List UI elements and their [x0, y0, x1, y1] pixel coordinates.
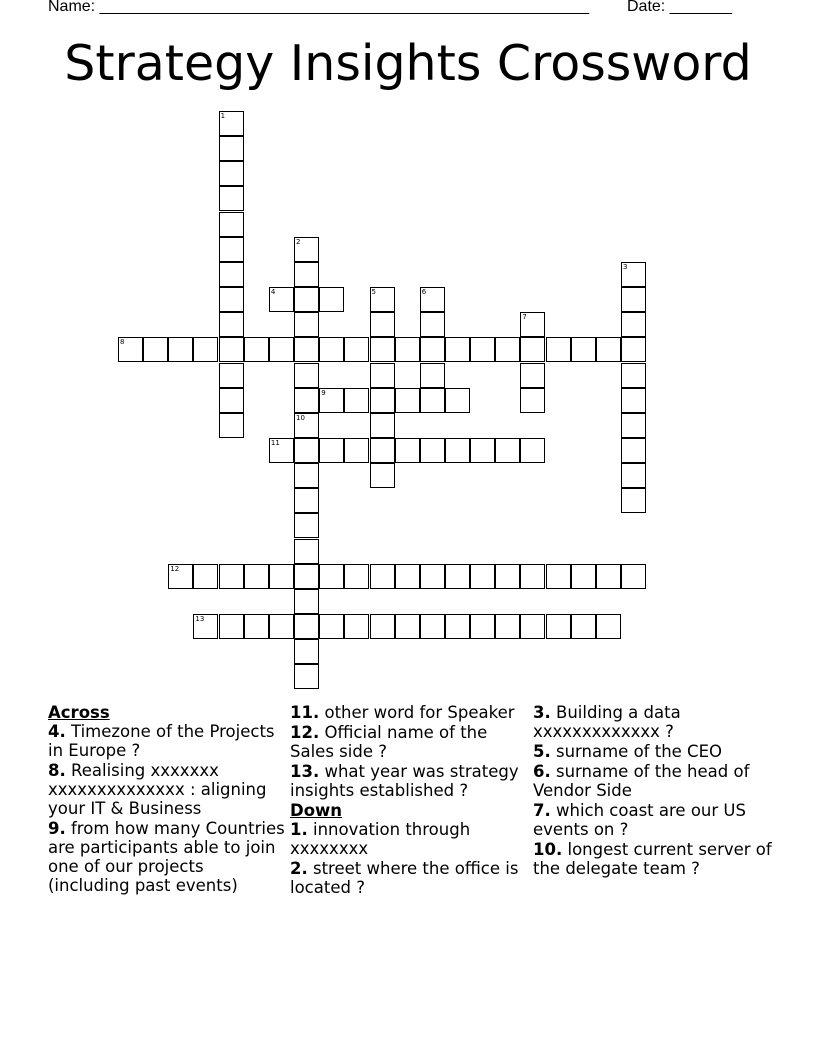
grid-cell[interactable] [219, 186, 244, 211]
clue-down-3: 3. Building a data xxxxxxxxxxxxx ? [533, 703, 681, 741]
grid-cell[interactable] [193, 337, 218, 362]
grid-cell[interactable] [520, 388, 545, 413]
clue-across-9: 9. from how many Countries are participants able to join one of our projects (including past events) [48, 819, 285, 895]
clue-down-2: 2. street where the office is located ? [290, 859, 519, 897]
name-line: _______________________________________________________ [99, 0, 589, 15]
grid-cell[interactable] [470, 614, 495, 639]
grid-cell[interactable] [520, 564, 545, 589]
grid-cell[interactable] [370, 463, 395, 488]
grid-cell[interactable] [571, 614, 596, 639]
grid-cell[interactable] [294, 438, 319, 463]
grid-cell[interactable] [219, 564, 244, 589]
grid-cell[interactable] [344, 337, 369, 362]
clue-across-11: 11. other word for Speaker [290, 703, 515, 722]
grid-cell[interactable] [495, 337, 520, 362]
clues-column-1 [48, 703, 288, 896]
grid-cell[interactable] [571, 337, 596, 362]
grid-cell[interactable] [445, 564, 470, 589]
grid-cell[interactable] [596, 564, 621, 589]
grid-cell[interactable] [546, 337, 571, 362]
grid-cell[interactable] [319, 564, 344, 589]
clues-column-2 [290, 703, 530, 898]
grid-cell[interactable] [294, 312, 319, 337]
grid-cell[interactable] [269, 564, 294, 589]
grid-cell[interactable] [219, 312, 244, 337]
grid-cell[interactable] [143, 337, 168, 362]
grid-cell[interactable] [219, 363, 244, 388]
grid-cell[interactable] [370, 413, 395, 438]
grid-cell[interactable] [546, 564, 571, 589]
name-label: Name: [48, 0, 100, 15]
grid-cell[interactable] [193, 564, 218, 589]
grid-cell[interactable] [370, 337, 395, 362]
grid-cell[interactable] [370, 438, 395, 463]
date-line: _______ [669, 0, 732, 15]
date-label: Date: [627, 0, 670, 15]
grid-cell[interactable] [219, 212, 244, 237]
grid-cell[interactable] [621, 337, 646, 362]
grid-cell[interactable] [294, 488, 319, 513]
clue-across-12: 12. Official name of the Sales side ? [290, 723, 488, 761]
grid-cell[interactable] [395, 337, 420, 362]
clue-across-4: 4. Timezone of the Projects in Europe ? [48, 722, 275, 760]
grid-cell[interactable] [420, 337, 445, 362]
grid-cell[interactable] [319, 614, 344, 639]
grid-cell[interactable] [219, 262, 244, 287]
grid-cell[interactable] [571, 564, 596, 589]
clue-down-1: 1. innovation through xxxxxxxx [290, 820, 471, 858]
grid-cell[interactable] [370, 363, 395, 388]
grid-cell[interactable] [420, 363, 445, 388]
grid-cell[interactable] [244, 614, 269, 639]
grid-cell[interactable] [344, 388, 369, 413]
grid-number: 12 [170, 564, 180, 573]
grid-cell[interactable] [344, 564, 369, 589]
down-heading: Down [290, 801, 343, 820]
grid-cell[interactable] [168, 337, 193, 362]
grid-cell[interactable] [395, 388, 420, 413]
grid-cell[interactable] [219, 136, 244, 161]
grid-cell[interactable] [294, 388, 319, 413]
grid-cell[interactable] [395, 614, 420, 639]
grid-cell[interactable] [621, 463, 646, 488]
grid-cell[interactable] [370, 564, 395, 589]
grid-cell[interactable] [370, 388, 395, 413]
grid-number: 5 [371, 288, 376, 296]
grid-cell[interactable] [621, 312, 646, 337]
grid-cell[interactable] [319, 337, 344, 362]
grid-cell[interactable] [319, 287, 344, 312]
grid-cell[interactable] [219, 413, 244, 438]
grid-cell[interactable] [420, 312, 445, 337]
grid-cell[interactable] [520, 337, 545, 362]
grid-cell[interactable] [370, 312, 395, 337]
clue-down-7: 7. which coast are our US events on ? [533, 801, 746, 839]
grid-cell[interactable] [470, 564, 495, 589]
grid-cell[interactable] [370, 614, 395, 639]
grid-cell[interactable] [546, 614, 571, 639]
grid-number: 6 [421, 288, 427, 296]
grid-cell[interactable] [219, 614, 244, 639]
grid-cell[interactable] [470, 337, 495, 362]
grid-cell[interactable] [445, 337, 470, 362]
grid-number: 11 [270, 438, 280, 447]
grid-cell[interactable] [621, 287, 646, 312]
grid-cell[interactable] [219, 388, 244, 413]
grid-number: 8 [120, 338, 125, 347]
grid-cell[interactable] [294, 539, 319, 564]
grid-cell[interactable] [294, 664, 319, 689]
grid-cell[interactable] [420, 564, 445, 589]
grid-cell[interactable] [294, 614, 319, 639]
grid-cell[interactable] [445, 438, 470, 463]
grid-cell[interactable] [294, 287, 319, 312]
grid-cell[interactable] [470, 438, 495, 463]
grid-cell[interactable] [420, 614, 445, 639]
grid-cell[interactable] [269, 614, 294, 639]
grid-cell[interactable] [596, 614, 621, 639]
grid-cell[interactable] [420, 438, 445, 463]
grid-cell[interactable] [319, 438, 344, 463]
grid-cell[interactable] [621, 363, 646, 388]
grid-cell[interactable] [445, 388, 470, 413]
clue-down-6: 6. surname of the head of Vendor Side [533, 762, 750, 800]
clues-column-3 [533, 703, 773, 879]
grid-cell[interactable] [621, 488, 646, 513]
grid-cell[interactable] [445, 614, 470, 639]
grid-cell[interactable] [294, 363, 319, 388]
grid-cell[interactable] [520, 363, 545, 388]
grid-number: 2 [296, 237, 301, 246]
grid-cell[interactable] [395, 438, 420, 463]
grid-cell[interactable] [520, 438, 545, 463]
grid-cell[interactable] [244, 337, 269, 362]
grid-cell[interactable] [219, 337, 244, 362]
grid-cell[interactable] [219, 237, 244, 262]
grid-number: 13 [195, 615, 205, 623]
across-heading: Across [48, 703, 110, 722]
grid-cell[interactable] [219, 287, 244, 312]
grid-cell[interactable] [344, 614, 369, 639]
grid-cell[interactable] [495, 438, 520, 463]
grid-cell[interactable] [621, 388, 646, 413]
grid-cell[interactable] [596, 337, 621, 362]
grid-cell[interactable] [495, 614, 520, 639]
grid-cell[interactable] [244, 564, 269, 589]
grid-cell[interactable] [294, 337, 319, 362]
grid-cell[interactable] [621, 438, 646, 463]
grid-cell[interactable] [294, 463, 319, 488]
clue-down-10: 10. longest current server of the delegate team ? [533, 840, 772, 878]
page-title: Strategy Insights Crossword [64, 35, 752, 92]
grid-number: 3 [623, 262, 628, 271]
grid-cell[interactable] [621, 564, 646, 589]
clue-across-13: 13. what year was strategy insights established ? [290, 762, 519, 800]
grid-cell[interactable] [420, 388, 445, 413]
grid-cell[interactable] [294, 262, 319, 287]
grid-cell[interactable] [495, 564, 520, 589]
clue-down-5: 5. surname of the CEO [533, 742, 722, 761]
grid-number: 7 [522, 313, 527, 322]
grid-cell[interactable] [294, 639, 319, 664]
grid-cell[interactable] [269, 337, 294, 362]
grid-number: 10 [296, 413, 305, 422]
grid-cell[interactable] [520, 614, 545, 639]
grid-cell[interactable] [344, 438, 369, 463]
grid-number: 9 [321, 388, 326, 397]
grid-cell[interactable] [395, 564, 420, 589]
grid-cell[interactable] [219, 161, 244, 186]
grid-number: 4 [270, 288, 276, 296]
clue-across-8: 8. Realising xxxxxxx xxxxxxxxxxxxxx : aligning your IT & Business [48, 761, 267, 818]
grid-number: 1 [220, 112, 226, 120]
grid-cell[interactable] [294, 513, 319, 538]
grid-cell[interactable] [294, 564, 319, 589]
grid-cell[interactable] [294, 589, 319, 614]
grid-cell[interactable] [621, 413, 646, 438]
